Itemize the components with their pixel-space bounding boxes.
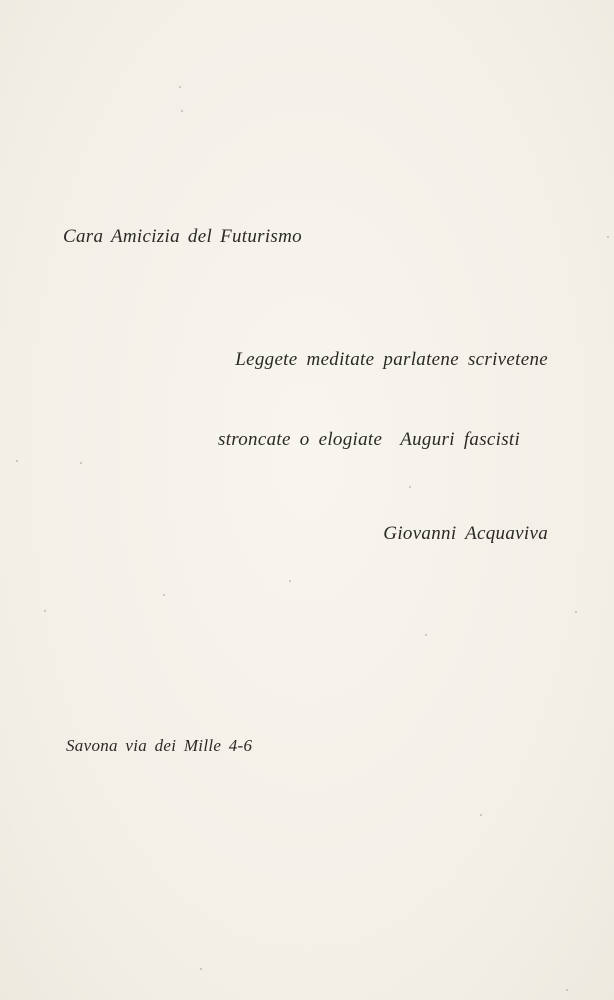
paper-speck	[44, 610, 46, 612]
body-line-2-part-1: stroncate o elogiate	[218, 429, 383, 450]
paper-speck	[181, 110, 183, 112]
paper-speck	[409, 486, 411, 488]
salutation: Cara Amicizia del Futurismo	[63, 226, 302, 247]
body-line-2-part-2: Auguri fascisti	[400, 429, 521, 450]
paper-speck	[480, 814, 482, 816]
paper-speck	[179, 86, 181, 88]
body-line-2	[218, 429, 520, 451]
address: Savona via dei Mille 4-6	[66, 736, 253, 755]
paper-speck	[566, 989, 568, 991]
paper-speck	[80, 462, 82, 464]
paper-speck	[607, 236, 609, 238]
body-line-1: Leggete meditate parlatene scrivetene	[235, 349, 548, 370]
paper-speck	[575, 611, 577, 613]
paper-speck	[425, 634, 427, 636]
signature: Giovanni Acquaviva	[383, 523, 548, 544]
paper-speck	[200, 968, 202, 970]
paper-speck	[289, 580, 291, 582]
paper-speck	[16, 460, 18, 462]
paper-speck	[163, 594, 165, 596]
